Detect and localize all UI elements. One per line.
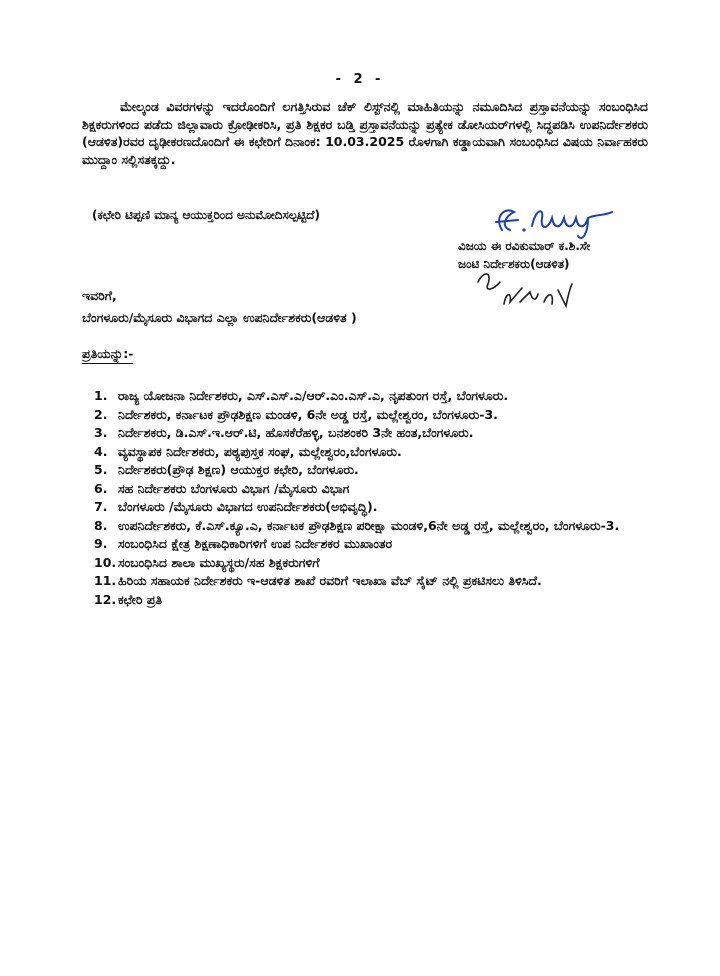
list-item-text: ಸಂಬಂಧಿಸಿದ ಶಾಲಾ ಮುಖ್ಯಸ್ಥರು/ಸಹ ಶಿಕ್ಷಕರುಗಳಿಗೆ: [118, 554, 320, 570]
list-item-text: ಸಂಬಂಧಿಸಿದ ಕ್ಷೇತ್ರ ಶಿಕ್ಷಣಾಧಿಕಾರಿಗಳಿಗೆ ಉಪ ನಿರ್ದೇಶಕರ ಮುಖಾಂತರ: [118, 536, 393, 551]
list-item-number: 11.: [94, 573, 117, 588]
list-item-text: ವ್ಯವಸ್ಥಾಪಕ ನಿರ್ದೇಶಕರು, ಪಠ್ಯಪುಸ್ತಕ ಸಂಘ, ಮಲ್ಲೇಶ್ವರಂ,ಬೆಂಗಳೂರು.: [118, 443, 402, 459]
list-item: [94, 406, 654, 424]
list-item-text: ಸಹ ನಿರ್ದೇಶಕರು ಬೆಂಗಳೂರು ವಿಭಾಗ /ಮೈಸೂರು ವಿಭಾಗ: [118, 480, 350, 496]
list-item: [94, 424, 654, 442]
list-item-text: ನಿರ್ದೇಶಕರು, ಡಿ.ಎಸ್.ಇ.ಆರ್.ಟಿ, ಹೊಸಕೆರೆಹಳ್ಳಿ, ಬನಶಂಕರಿ 3ನೇ ಹಂತ,ಬೆಂಗಳೂರು.: [118, 425, 474, 440]
signature-image: [488, 200, 618, 242]
list-item-text: ಹಿರಿಯ ಸಹಾಯಕ ನಿರ್ದೇಶಕರು ಇ-ಆಡಳಿತ ಶಾಖೆ ರವರಿಗೆ ಇಲಾಖಾ ವೆಬ್ ಸೈಟ್ ನಲ್ಲಿ ಪ್ರಕಟಿಸಲು ತಿಳಿಸಿದೆ.: [118, 573, 542, 588]
list-item: [94, 591, 654, 609]
list-item-text: ಉಪನಿರ್ದೇಶಕರು, ಕೆ.ಎಸ್.ಕ್ಯೂ.ಎ, ಕರ್ನಾಟಕ ಪ್ರೌಢಶಿಕ್ಷಣ ಪರೀಕ್ಷಾ ಮಂಡಳಿ,6ನೇ ಅಡ್ಡ ರಸ್ತೆ, ಮಲ್ಲೇಶ್ವರಂ, ಬೆಂಗಳೂರು-3.: [118, 517, 620, 533]
list-item-number: 4.: [94, 443, 108, 459]
signer-name: ವಿಜಯ ಈ ರವಿಕುಮಾರ್ ಕ.ಶಿ.ಸೇ: [458, 239, 591, 253]
list-item-number: 7.: [94, 499, 108, 514]
list-item-text: ನಿರ್ದೇಶಕರು(ಪ್ರೌಢ ಶಿಕ್ಷಣ) ಆಯುಕ್ತರ ಕಛೇರಿ, ಬೆಂಗಳೂರು.: [118, 462, 359, 477]
list-item-number: 5.: [94, 462, 108, 477]
list-item-number: 2.: [94, 406, 108, 422]
list-item: [94, 554, 654, 572]
list-item: [94, 480, 654, 498]
list-item-text: ನಿರ್ದೇಶಕರು, ಕರ್ನಾಟಕ ಪ್ರೌಢಶಿಕ್ಷಣ ಮಂಡಳಿ, 6ನೇ ಅಡ್ಡ ರಸ್ತೆ, ಮಲ್ಲೇಶ್ವರಂ, ಬೆಂಗಳೂರು-3.: [118, 406, 498, 422]
page-number: - 2 -: [335, 72, 385, 87]
copy-heading: ಪ್ರತಿಯನ್ನು:-: [82, 346, 133, 364]
list-item-text: ಕಛೇರಿ ಪ್ರತಿ: [118, 591, 163, 607]
to-heading: ಇವರಿಗೆ,: [82, 288, 117, 303]
list-item: [94, 443, 654, 461]
list-item-number: 10.: [94, 554, 117, 570]
list-item: [94, 461, 654, 479]
list-item-number: 6.: [94, 480, 108, 496]
list-item-number: 3.: [94, 425, 108, 440]
recipient-line: ಬೆಂಗಳೂರು/ಮೈಸೂರು ವಿಭಾಗದ ಎಲ್ಲಾ ಉಪನಿರ್ದೇಶಕರು(ಆಡಳಿತ ): [82, 310, 357, 325]
list-item: [94, 535, 654, 553]
list-item-number: 9.: [94, 536, 108, 551]
body-paragraph: ಮೇಲ್ಕಂಡ ವಿವರಗಳನ್ನು ಇದರೊಂದಿಗೆ ಲಗತ್ತಿಸಿರುವ ಚೆಕ್ ಲಿಸ್ಟ್‌ನಲ್ಲಿ ಮಾಹಿತಿಯನ್ನು ನಮೂದಿಸಿದ ಪ್ರಸ್ತಾವನೆಯನ್ನು ಸಂಬಂಧಿಸಿದ ಶಿಕ್ಷಕರುಗಳಿಂದ ಪಡೆದು ಜಿಲ್ಲಾವಾರು ಕ್ರೋಢೀಕರಿಸಿ, ಪ್ರತಿ ಶಿಕ್ಷಕರ ಬಡ್ತಿ ಪ್ರಸ್ತಾವನೆಯನ್ನು ಪ್ರತ್ಯೇಕ ಡೋಸಿಯರ್‌ಗಳಲ್ಲಿ ಸಿದ್ಧಪಡಿಸಿ ಉಪನಿರ್ದೇಶಕರು (ಆಡಳಿತ)ರವರ ದೃಢೀಕರಣದೊಂದಿಗೆ ಈ ಕಛೇರಿಗೆ ದಿನಾಂಕ: 10.03.2025 ರೊಳಗಾಗಿ ಕಡ್ಡಾಯವಾಗಿ ಸಂಬಂಧಿಸಿದ ವಿಷಯ ನಿರ್ವಾಹಕರು ಮುದ್ದಾಂ ಸಲ್ಲಿಸತಕ್ಕದ್ದು.: [82, 99, 648, 167]
copy-list: [94, 387, 654, 609]
signer-designation: ಜಂಟಿ ನಿರ್ದೇಶಕರು(ಆಡಳಿತ): [458, 257, 570, 271]
list-item-text: ಬೆಂಗಳೂರು /ಮೈಸೂರು ವಿಭಾಗದ ಉಪನಿರ್ದೇಶಕರು(ಅಭಿವೃದ್ಧಿ).: [118, 499, 378, 514]
list-item: [94, 517, 654, 535]
list-item: [94, 498, 654, 516]
list-item: [94, 572, 654, 590]
handwritten-initials-image: [470, 262, 580, 314]
list-item-text: ರಾಜ್ಯ ಯೋಜನಾ ನಿರ್ದೇಶಕರು, ಎಸ್.ಎಸ್.ಎ/ಆರ್.ಎಂ.ಎಸ್.ಎ, ನೃಪತುಂಗ ರಸ್ತೆ, ಬೆಂಗಳೂರು.: [118, 388, 509, 403]
approval-note: (ಕಛೇರಿ ಟಿಪ್ಪಣಿ ಮಾನ್ಯ ಆಯುಕ್ತರಿಂದ ಅನುಮೋದಿಸಲ್ಪಟ್ಟಿದೆ): [92, 208, 320, 222]
list-item: [94, 387, 654, 405]
list-item-number: 8.: [94, 517, 108, 533]
list-item-number: 1.: [94, 388, 108, 403]
list-item-number: 12.: [94, 591, 117, 607]
